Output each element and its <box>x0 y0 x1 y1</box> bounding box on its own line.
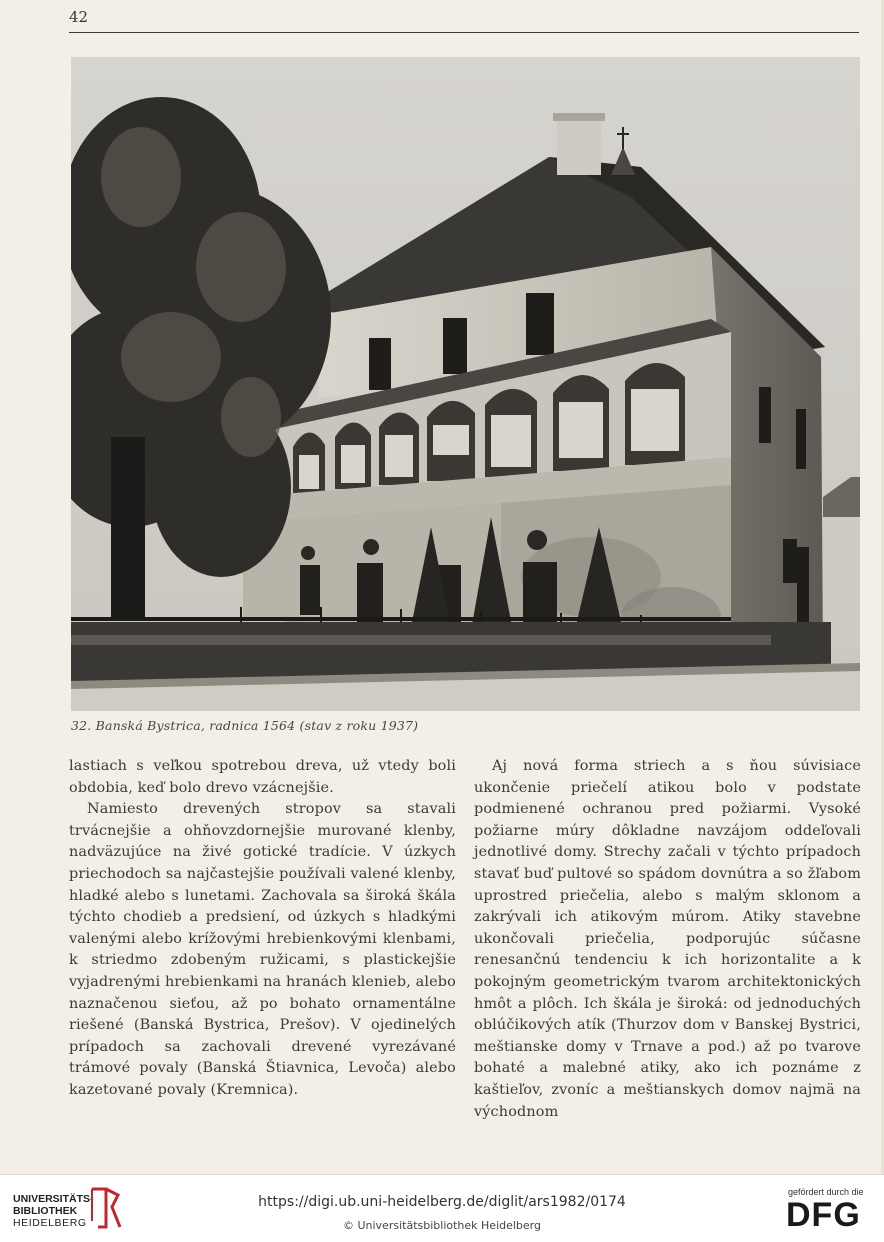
dfg-logo[interactable]: DFG <box>786 1196 861 1234</box>
library-name-line3: HEIDELBERG <box>13 1217 87 1229</box>
copyright-notice: © Universitätsbibliothek Heidelberg <box>342 1219 541 1232</box>
left-paragraph-continuation: lastiach s veľkou spotrebou dreva, už vtedy boli obdobia, keď bolo drevo vzácnejšie. <box>69 758 456 796</box>
page-number: 42 <box>69 8 89 26</box>
header-rule <box>69 32 859 33</box>
left-paragraph-vaults: Namiesto drevených stropov sa stavali trvácnejšie a ohňovzdornejšie murované klenby, nadväzujúce na živé gotické tradície. V úzkych priechodoch sa najčastejšie používali valené klenby, hladké alebo s lunetami. Zachovala sa široká škála týchto chodieb a predsiení, od úzkych s hladkými valenými alebo krížovými hrebienkovými klenbami, k striedmo zdobeným ružicami, s plastickejšie vyjadrenými hrebienkami na hranách klenieb, alebo naznačenou sieťou, až po bohato ornamentálne riešené (Banská Bystrica, Prešov). V ojedinelých prípadoch sa zachovali drevené vyrezávané trámové povaly (Banská Štiavnica, Levoča) alebo kazetované povaly (Kremnica). <box>69 801 456 1098</box>
library-name-line1: UNIVERSITÄTS- <box>13 1193 94 1205</box>
library-name-line2: BIBLIOTHEK <box>13 1205 78 1217</box>
right-text-column <box>474 756 861 1123</box>
viewer-footer <box>0 1174 884 1242</box>
figure-caption: 32. Banská Bystrica, radnica 1564 (stav z roku 1937) <box>71 718 419 733</box>
permalink-url[interactable]: https://digi.ub.uni-heidelberg.de/diglit/ars1982/0174 <box>258 1194 626 1210</box>
right-paragraph-attics: Aj nová forma striech a s ňou súvisiace ukončenie priečelí atikou bolo v podstate podmienené ochranou pred požiarmi. Vysoké požiarne múry dôkladne navzájom oddeľovali jednotlivé domy. Strechy začali v týchto prípadoch stavať buď pultové so spádom dovnútra a so žľabom uprostred priečelia, alebo s malým sklonom a zakrývali ich atikovým múrom. Atiky stavebne ukončovali priečelia, podporujúc súčasne renesančnú tendenciu k ich horizontalite a k pokojným geometrickým tvarom architektonických hmôt a plôch. Ich škála je široká: od jednoduchých oblúčikových atík (Thurzov dom v Banskej Bystrici, meštianske domy v Trnave a pod.) až po tvarove bohaté a malebné atiky, ako ich poznáme z kaštieľov, zvoníc a meštianskych domov najmä na východnom <box>474 758 861 1120</box>
town-hall-illustration <box>71 57 860 711</box>
town-hall-photo <box>71 57 860 711</box>
left-text-column <box>69 756 456 1102</box>
funder-label: gefördert durch die <box>788 1187 864 1197</box>
